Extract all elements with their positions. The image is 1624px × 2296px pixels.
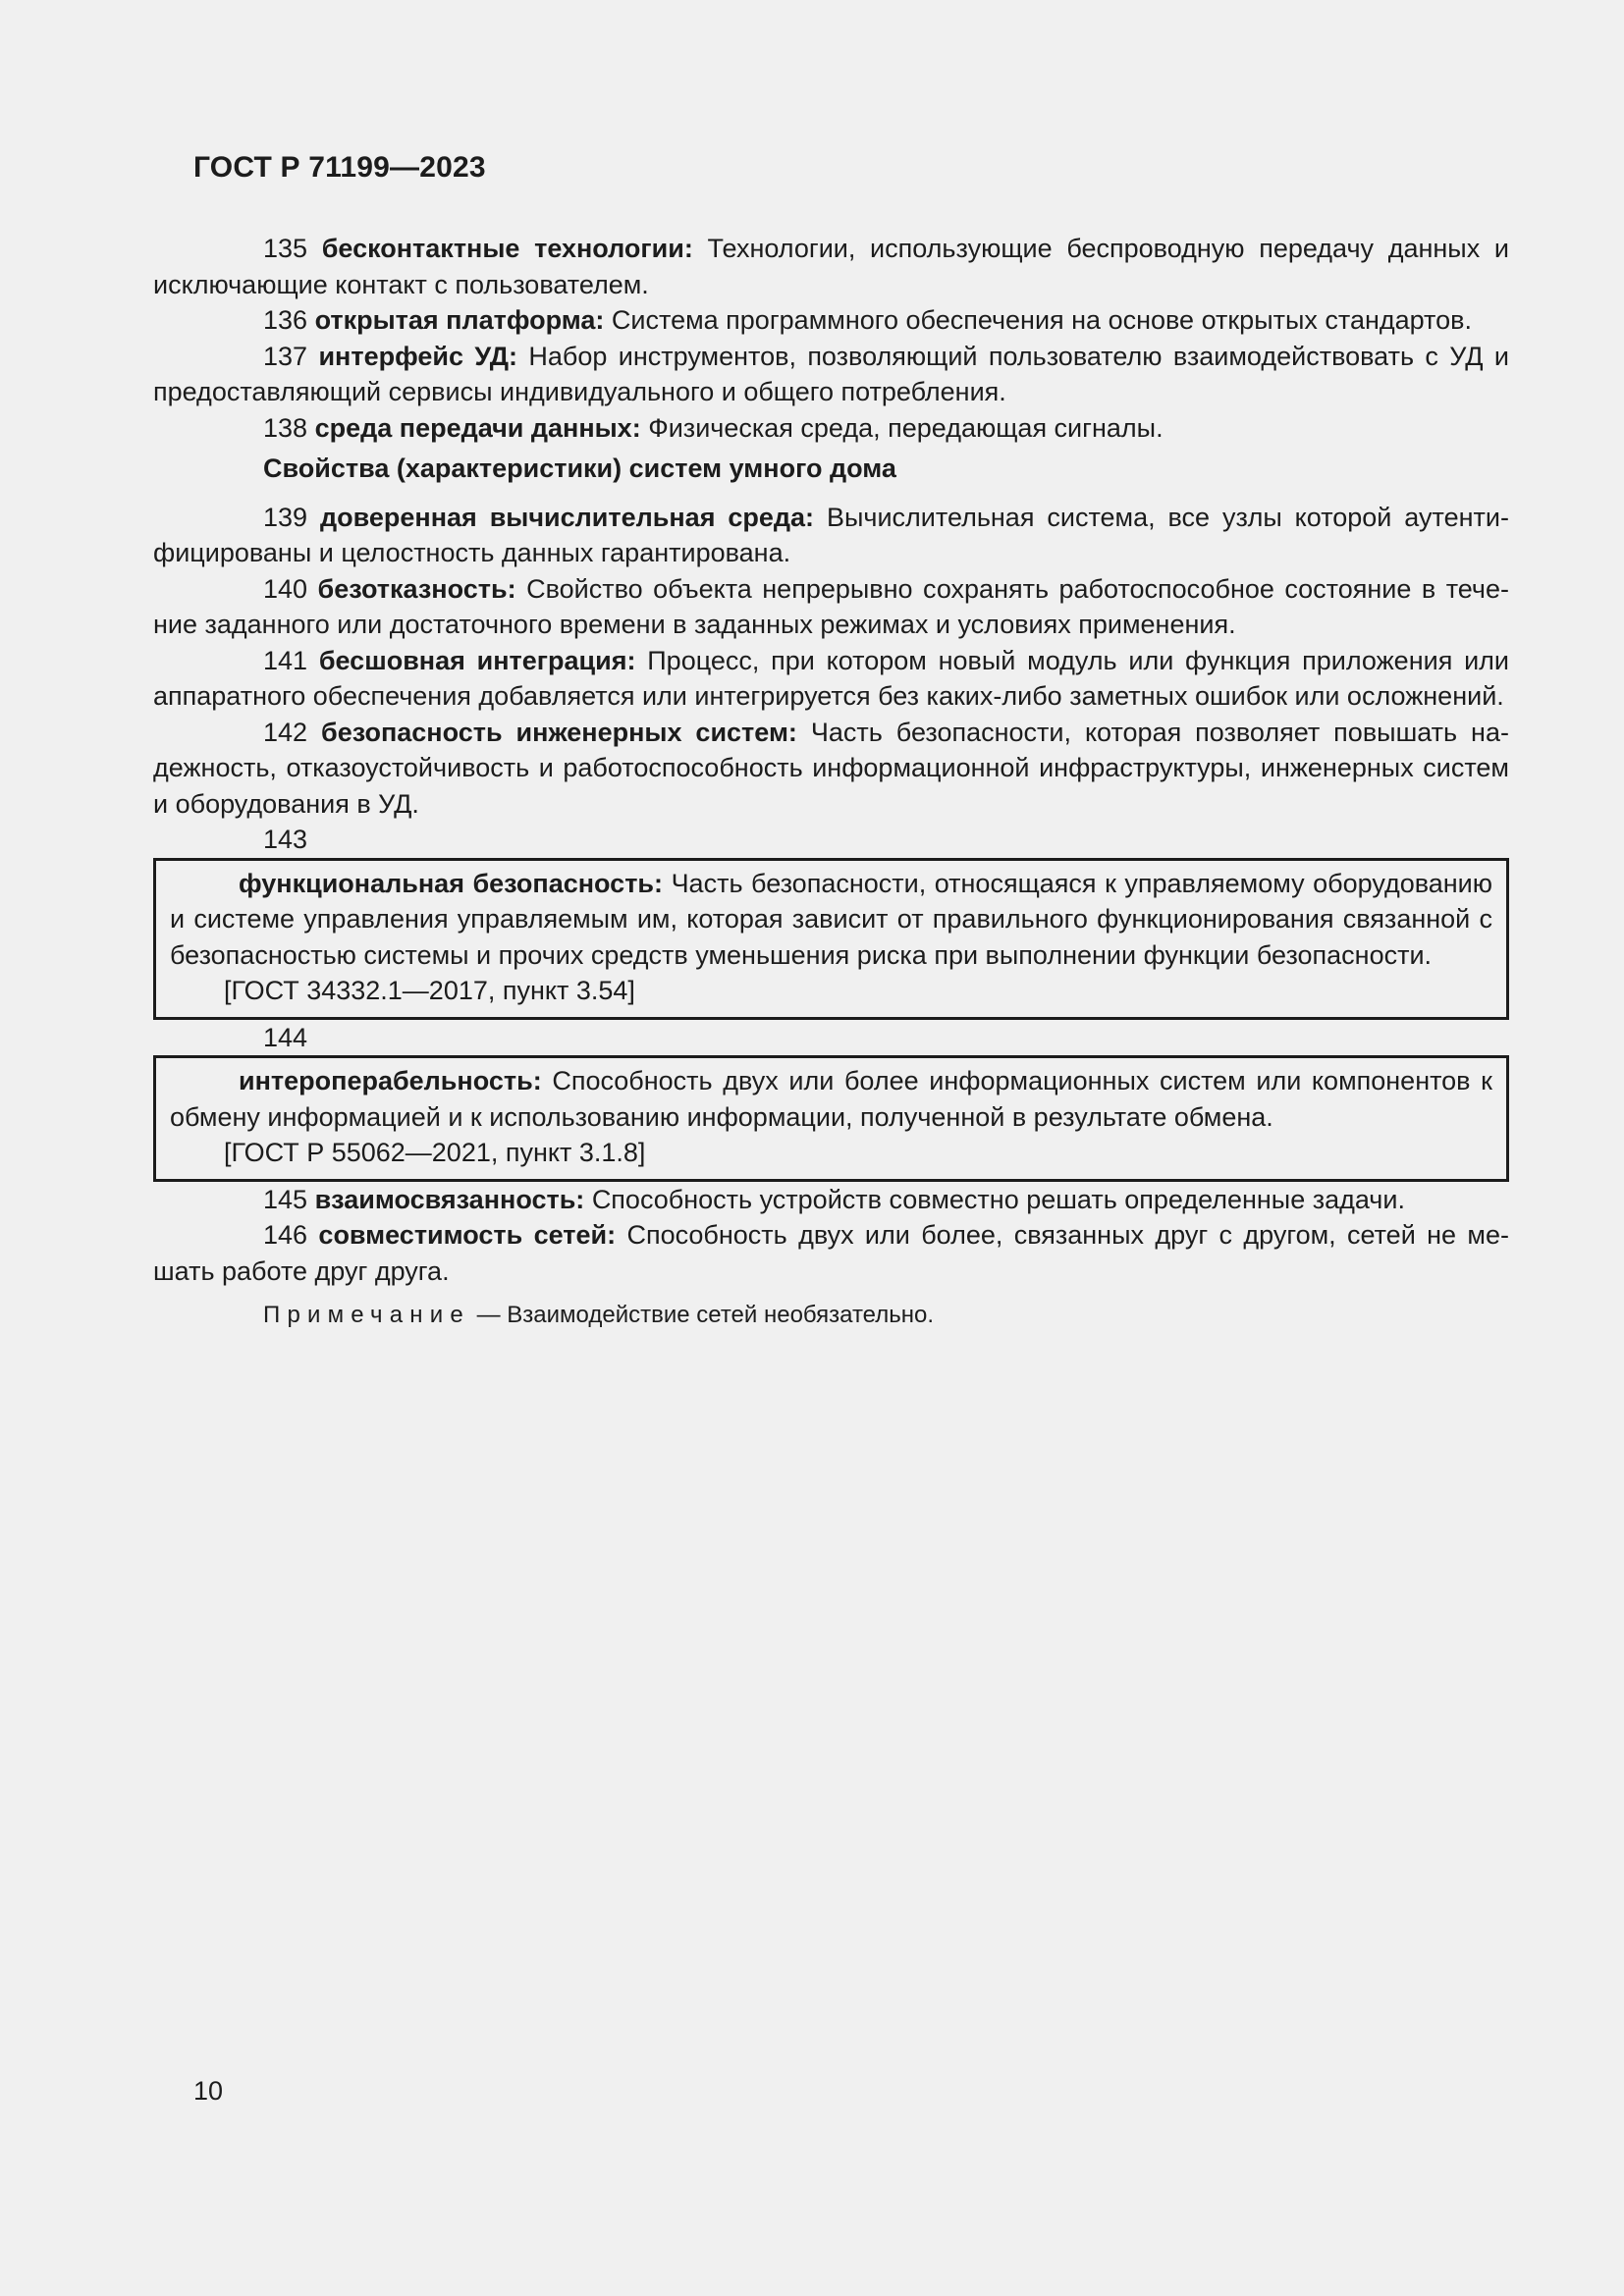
term-number: 135: [263, 234, 308, 263]
term-label: взаимосвязанность:: [314, 1184, 585, 1214]
definition-135: [153, 231, 1509, 302]
boxed-term-number-144: 144: [263, 1022, 308, 1052]
term-label: доверенная вычислительная среда:: [319, 502, 815, 532]
term-label: бесшовная интеграция:: [318, 645, 636, 675]
term-label: совместимость сетей:: [318, 1220, 617, 1250]
term-label: функциональная безопасность:: [239, 868, 664, 898]
term-definition: Способность двух или более, связанных друг с другом, сетей не мешать работе друг друга.: [153, 1220, 1509, 1286]
term-label: безопасность инженерных систем:: [321, 717, 797, 747]
definition-138: [153, 410, 1509, 447]
term-number: 139: [263, 502, 308, 532]
term-definition: Свойство объекта непрерывно сохранять работоспособное состояние в течение заданного или достаточного времени в заданных режимах и условиях применения.: [153, 573, 1509, 639]
definition-136: [153, 302, 1509, 339]
term-definition: Часть безопасности, которая позволяет повышать надежность, отказоустойчивость и работоспособность информационной инфраструктуры, инженерных систем и оборудования в УД.: [153, 717, 1509, 819]
document-title: ГОСТ Р 71199—2023: [193, 151, 486, 184]
term-label: открытая платформа:: [314, 305, 605, 335]
term-definition: Процесс, при котором новый модуль или функция приложения или аппаратного обеспечения добавляется или интегрируется без каких-либо заметных ошибок или осложнений.: [153, 645, 1509, 711]
term-definition: Система программного обеспечения на основе открытых стандартов.: [611, 305, 1472, 335]
definition-140: [153, 571, 1509, 643]
term-number: 137: [263, 341, 308, 371]
term-label: бесконтактные технологии:: [321, 234, 693, 263]
definition-146: [153, 1217, 1509, 1289]
term-definition: Технологии, использующие беспроводную передачу данных и исключающие контакт с пользователем.: [153, 234, 1509, 299]
term-label: среда передачи данных:: [314, 412, 641, 443]
term-number: 136: [263, 305, 308, 335]
source-reference: [ГОСТ 34332.1—2017, пункт 3.54]: [224, 976, 635, 1005]
definition-139: [153, 500, 1509, 571]
note-dash: —: [476, 1302, 501, 1328]
term-definition: Набор инструментов, позволяющий пользователю взаимодействовать с УД и предоставляющий сервисы индивидуального и общего потребления.: [153, 341, 1509, 406]
note-label: Примечание: [263, 1302, 470, 1328]
term-definition: Вычислительная система, все узлы которой аутентифицированы и целостность данных гарантирована.: [153, 502, 1509, 567]
definition-142: [153, 715, 1509, 823]
boxed-definition-text: [170, 866, 1492, 974]
source-reference: [ГОСТ Р 55062—2021, пункт 3.1.8]: [224, 1138, 646, 1167]
term-number: 142: [263, 717, 308, 747]
boxed-definition-143: [153, 858, 1509, 1020]
section-heading: Свойства (характеристики) систем умного дома: [263, 454, 896, 483]
boxed-definition-144: [153, 1055, 1509, 1182]
term-label: безотказность:: [317, 573, 516, 604]
term-definition: Способность двух или более информационных систем или компонентов к обмену информацией и к использованию информации, полученной в результате обмена.: [170, 1066, 1492, 1132]
boxed-term-number-143: 143: [263, 825, 308, 854]
term-number: 145: [263, 1184, 308, 1214]
term-definition: Физическая среда, передающая сигналы.: [648, 412, 1164, 443]
note-text: Взаимодействие сетей необязательно.: [507, 1302, 935, 1328]
page-number: 10: [193, 2076, 224, 2106]
note: [153, 1299, 1509, 1332]
term-label: интерфейс УД:: [318, 341, 517, 371]
term-definition: Способность устройств совместно решать определенные задачи.: [591, 1184, 1405, 1214]
term-label: интероперабельность:: [239, 1066, 542, 1095]
term-number: 146: [263, 1220, 308, 1250]
page-content: [153, 149, 1509, 1332]
term-number: 140: [263, 573, 308, 604]
definition-137: [153, 339, 1509, 410]
term-definition: Часть безопасности, относящаяся к управляемому оборудованию и системе управления управляемым им, которая зависит от правильного функционирования связанной с безопасностью системы и прочих средств уменьшения риска при выполнении функции безопасности.: [170, 868, 1493, 970]
definition-141: [153, 643, 1509, 715]
definition-145: [153, 1182, 1509, 1218]
boxed-definition-text: [170, 1063, 1492, 1135]
term-number: 138: [263, 412, 308, 443]
term-number: 141: [263, 645, 308, 675]
